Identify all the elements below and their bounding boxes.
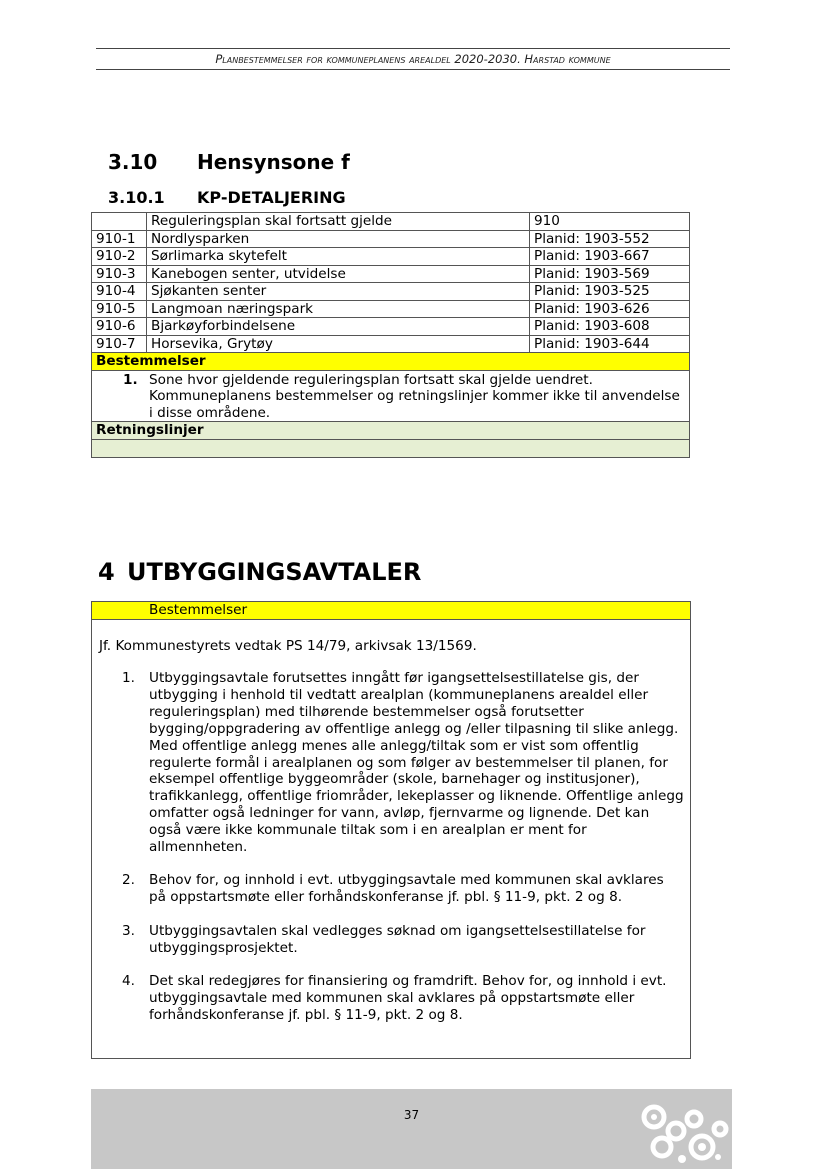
list-item (122, 973, 684, 1024)
list-item-number: 4. (122, 973, 135, 990)
list-item-number: 2. (122, 872, 135, 889)
table-cell-name: Bjarkøyforbindelsene (147, 318, 530, 336)
retningslinjer-label: Retningslinjer (92, 422, 690, 440)
table-row (92, 318, 690, 336)
list-item (122, 923, 684, 957)
bestemmelser-header: Bestemmelser (92, 602, 690, 620)
chapter-title: UTBYGGINGSAVTALER (127, 558, 422, 586)
table-cell-planid: Planid: 1903-552 (530, 230, 690, 248)
list-item-number: 3. (122, 922, 135, 939)
utbyggingsavtaler-box (91, 601, 691, 1059)
retningslinjer-content-row (92, 439, 690, 457)
table-cell-code: 910-7 (92, 335, 147, 353)
page-number: 37 (403, 1108, 420, 1122)
table-cell-name: Nordlysparken (147, 230, 530, 248)
subsection-title: KP-DETALJERING (197, 188, 346, 207)
page-footer (91, 1089, 732, 1169)
table-cell-planid: Planid: 1903-667 (530, 248, 690, 266)
table-cell-code: 910-6 (92, 318, 147, 336)
list-item (122, 670, 684, 856)
kp-detaljering-table (91, 212, 690, 458)
table-cell-name: Horsevika, Grytøy (147, 335, 530, 353)
running-header: Planbestemmelser for kommuneplanens arealdel 2020-2030. Harstad kommune (215, 52, 611, 66)
gears-logo-icon (632, 1089, 732, 1169)
list-item-text: Sone hvor gjeldende reguleringsplan fortsatt skal gjelde uendret. Kommuneplanens bestemmelser og retningslinjer kommer ikke til anvendelse i disse områdene. (149, 371, 680, 421)
table-cell-code: 910-3 (92, 265, 147, 283)
table-header-row (92, 213, 690, 231)
section-heading-3-10-1 (108, 188, 346, 207)
retningslinjer-header-row (92, 422, 690, 440)
table-row (92, 265, 690, 283)
list-item-number: 1. (123, 371, 138, 388)
chapter-number: 4 (98, 558, 115, 586)
table-cell-planid: Planid: 1903-569 (530, 265, 690, 283)
retningslinjer-content (92, 439, 690, 457)
table-row (92, 283, 690, 301)
bestemmelser-content-row (92, 370, 690, 422)
table-cell-name: Reguleringsplan skal fortsatt gjelde (147, 213, 530, 231)
table-cell-name: Sjøkanten senter (147, 283, 530, 301)
table-cell-code (92, 213, 147, 231)
table-cell-code: 910-2 (92, 248, 147, 266)
list-item-text: Behov for, og innhold i evt. utbyggingsavtale med kommunen skal avklares på oppstartsmøte eller forhåndskonferanse jf. pbl. § 11-9, pkt. 2 og 8. (149, 872, 664, 906)
table-cell-name: Kanebogen senter, utvidelse (147, 265, 530, 283)
table-cell-planid: Planid: 1903-626 (530, 300, 690, 318)
list-item-number: 1. (122, 670, 135, 686)
header-rule-top (96, 48, 730, 49)
bestemmelser-list (122, 670, 684, 1040)
subsection-number: 3.10.1 (108, 188, 165, 207)
table-row (92, 300, 690, 318)
bestemmelser-label: Bestemmelser (92, 353, 690, 371)
list-item-text: Det skal redegjøres for finansiering og framdrift. Behov for, og innhold i evt. utbyggingsavtale med kommunen skal avklares på oppstartsmøte eller forhåndskonferanse jf. pbl. § 11-9, pkt. 2 og 8. (149, 973, 667, 1023)
list-item-text: Utbyggingsavtalen skal vedlegges søknad om igangsettelsestillatelse for utbyggingsprosjektet. (149, 922, 646, 956)
chapter-heading-4 (98, 558, 421, 586)
table-cell-planid: Planid: 1903-644 (530, 335, 690, 353)
bestemmelser-content (92, 370, 690, 422)
section-heading-3-10 (108, 150, 350, 174)
table-row (92, 230, 690, 248)
header-rule-bottom (96, 69, 730, 70)
table-cell-name: Sørlimarka skytefelt (147, 248, 530, 266)
table-cell-name: Langmoan næringspark (147, 300, 530, 318)
table-cell-planid: Planid: 1903-608 (530, 318, 690, 336)
table-cell-code: 910-1 (92, 230, 147, 248)
table-cell-planid: 910 (530, 213, 690, 231)
table-row (92, 335, 690, 353)
list-item (96, 372, 685, 422)
reference-text: Jf. Kommunestyrets vedtak PS 14/79, arkivsak 13/1569. (99, 638, 477, 654)
table-cell-code: 910-5 (92, 300, 147, 318)
bestemmelser-header-row (92, 353, 690, 371)
section-title: Hensynsone f (197, 150, 350, 174)
section-number: 3.10 (108, 150, 158, 174)
table-cell-code: 910-4 (92, 283, 147, 301)
list-item (122, 872, 684, 906)
table-cell-planid: Planid: 1903-525 (530, 283, 690, 301)
list-item-text: Utbyggingsavtale forutsettes inngått før igangsettelsestillatelse gis, der utbygging i henhold til vedtatt arealplan (kommuneplanens arealdel eller reguleringsplan) med tilhørende bestemmelser også forutsetter bygging/oppgradering av offentlige anlegg og /eller tilpasning til slike anlegg. Med offentlige anlegg menes alle anlegg/tiltak som er vist som offentlig regulerte formål i arealplanen og som følger av bestemmelser til planen, for eksempel offentlige byggeområder (skole, barnehager og institusjoner), trafikkanlegg, offentlige friområder, lekeplasser og liknende. Offentlige anlegg omfatter også ledninger for vann, avløp, fjernvarme og lignende. Det kan også være ikke kommunale tiltak som i en arealplan er ment for allmennheten. (149, 670, 684, 856)
table-row (92, 248, 690, 266)
